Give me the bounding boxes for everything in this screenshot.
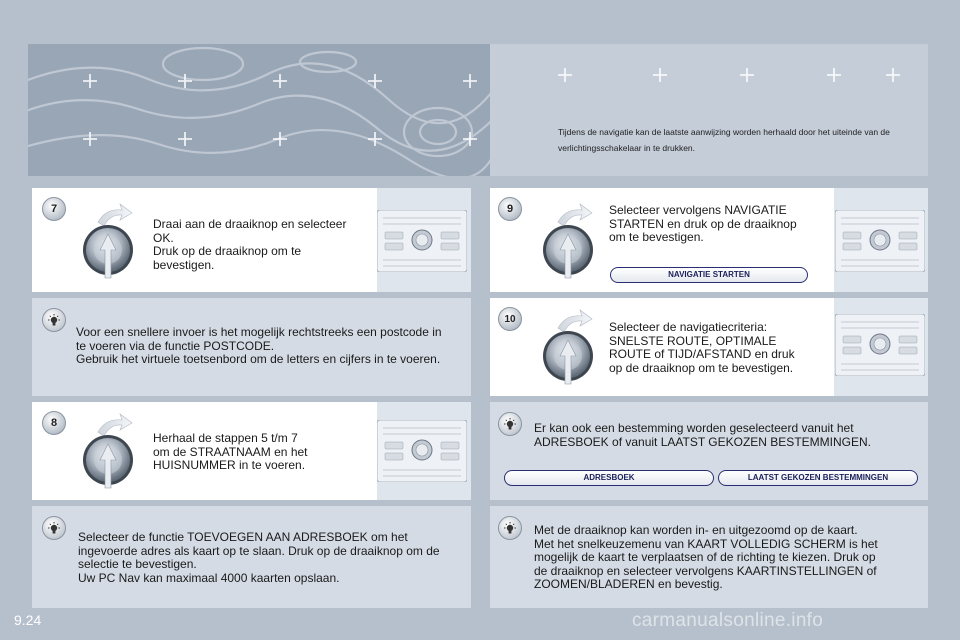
tip-postcode-panel (32, 298, 471, 396)
banner-note-panel (490, 44, 928, 176)
tip-bulb-icon (42, 308, 66, 332)
radio-unit-icon (835, 314, 925, 376)
radio-unit-icon (377, 210, 467, 272)
step-number-badge: 9 (498, 197, 522, 221)
tip-kaart-panel (490, 506, 928, 608)
rotary-knob-icon (536, 200, 600, 284)
tip-adresboek-panel (32, 506, 471, 608)
map-banner (28, 44, 928, 176)
watermark: carmanualsonline.info (632, 610, 824, 631)
laatst-gekozen-bestemmingen-button[interactable]: LAATST GEKOZEN BESTEMMINGEN (718, 470, 918, 486)
page-number: 9.24 (14, 612, 42, 628)
adresboek-button[interactable]: ADRESBOEK (504, 470, 714, 486)
step-10-text: Selecteer de navigatiecriteria: SNELSTE ROUTE, OPTIMALE ROUTE of TIJD/AFSTAND en druk op de draaiknop om te bevestigen. (609, 320, 795, 375)
step-number-badge: 8 (42, 411, 66, 435)
banner-crosses (490, 44, 928, 104)
step-9-text: Selecteer vervolgens NAVIGATIE STARTEN en druk op de draaiknop om te bevestigen. (609, 203, 797, 244)
step-8-panel (32, 402, 471, 500)
step-9-panel (490, 188, 928, 292)
navigatie-starten-button[interactable]: NAVIGATIE STARTEN (610, 267, 808, 283)
tip-bulb-icon (498, 516, 522, 540)
rotary-knob-icon (536, 306, 600, 390)
tip-kaart-text: Met de draaiknop kan worden in- en uitgezoomd op de kaart. Met het snelkeuzemenu van KAART VOLLEDIG SCHERM is het mogelijk de kaart te verplaatsen of de richting te kiezen. Druk op de draaiknop en selecteer vervolgens KAARTINSTELLINGEN of ZOOMEN/BLADEREN en bevestig. (534, 523, 878, 591)
step-number-badge: 10 (498, 307, 522, 331)
step-7-panel (32, 188, 471, 292)
radio-unit-icon (377, 420, 467, 482)
tip-bulb-icon (498, 412, 522, 436)
tip-bulb-icon (42, 516, 66, 540)
rotary-knob-icon (76, 200, 140, 284)
topographic-map-graphic (28, 44, 490, 176)
radio-unit-icon (835, 210, 925, 272)
tip-adresboek-text: Selecteer de functie TOEVOEGEN AAN ADRESBOEK om het ingevoerde adres als kaart op te slaan. Druk op de draaiknop om de selectie te bevestigen. Uw PC Nav kan maximaal 4000 kaarten opslaan. (78, 530, 440, 585)
banner-note-text: Tijdens de navigatie kan de laatste aanwijzing worden herhaald door het uiteinde van de verlichtingsschakelaar in te drukken. (558, 127, 890, 153)
step-10-panel (490, 298, 928, 396)
step-8-text: Herhaal de stappen 5 t/m 7 om de STRAATNAAM en het HUISNUMMER in te voeren. (153, 431, 308, 472)
step-number-badge: 7 (42, 197, 66, 221)
tip-postcode-text: Voor een snellere invoer is het mogelijk rechtstreeks een postcode in te voeren via de functie POSTCODE. Gebruik het virtuele toetsenbord om de letters en cijfers in te voeren. (76, 325, 442, 366)
tip-bestemming-text: Er kan ook een bestemming worden geselecteerd vanuit het ADRESBOEK of vanuit LAATST GEKOZEN BESTEMMINGEN. (534, 421, 871, 449)
rotary-knob-icon (76, 410, 140, 494)
step-7-text: Draai aan de draaiknop en selecteer OK. Druk op de draaiknop om te bevestigen. (153, 217, 347, 272)
tip-bestemming-panel (490, 402, 928, 500)
